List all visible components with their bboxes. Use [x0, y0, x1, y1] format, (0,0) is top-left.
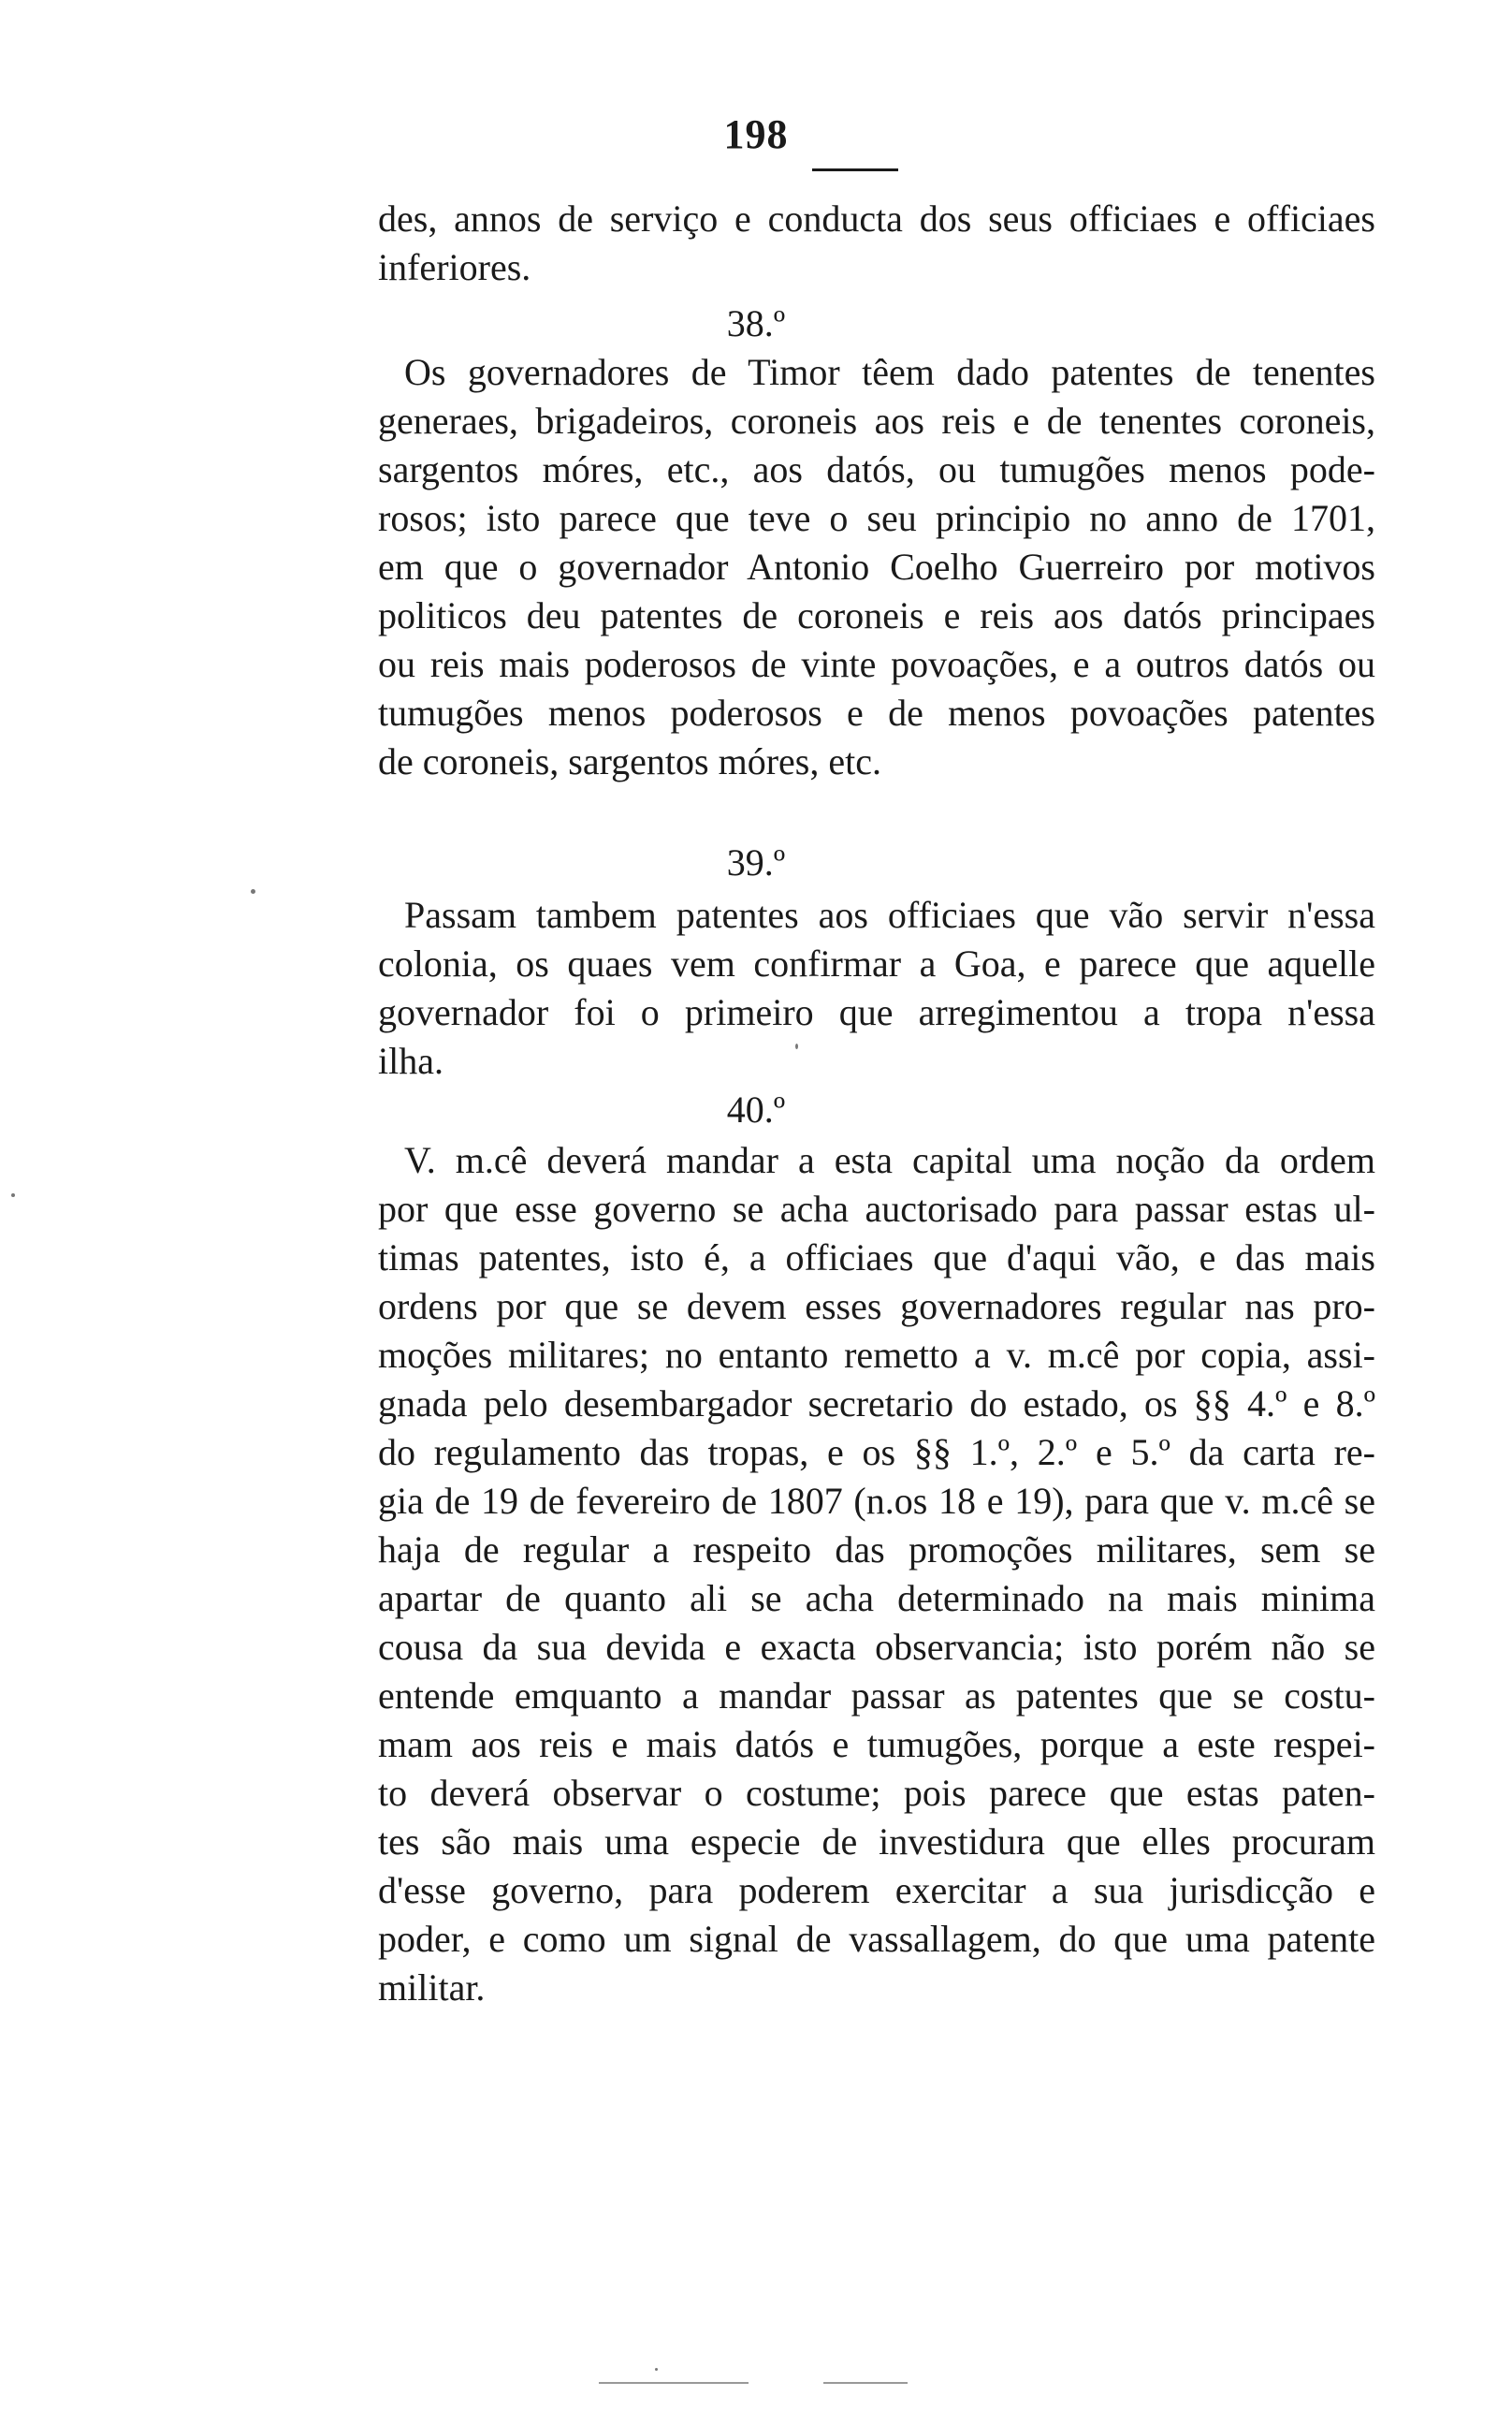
scan-speck: [795, 1044, 798, 1049]
text-line: gia de 19 de fevereiro de 1807 (n.os 18 e 19), para que v. m.cê se: [378, 1480, 1375, 1522]
intro-paragraph: [378, 195, 1375, 292]
text-line: poder, e como um signal de vassallagem, do que uma patente: [378, 1918, 1375, 1960]
text-line: moções militares; no entanto remetto a v. m.cê por copia, assi-: [378, 1334, 1375, 1376]
article-number-40: 40.º: [726, 1089, 786, 1131]
text-line: militar.: [378, 1966, 486, 2009]
scan-speck: [11, 1193, 15, 1197]
text-line: inferiores.: [378, 246, 531, 288]
scan-noise: [599, 2382, 749, 2384]
text-line: ou reis mais poderosos de vinte povoações, e a outros datós ou: [378, 643, 1375, 685]
page-number-rule: [812, 168, 898, 171]
text-line: ordens por que se devem esses governadores regular nas pro-: [378, 1285, 1375, 1327]
scan-noise: [823, 2382, 908, 2384]
text-line: apartar de quanto ali se acha determinado na mais minima: [378, 1577, 1375, 1619]
text-line: colonia, os quaes vem confirmar a Goa, e parece que aquelle: [378, 942, 1375, 985]
text-line: tumugões menos poderosos e de menos povoações patentes: [378, 692, 1375, 734]
article-38-paragraph: [378, 348, 1375, 786]
text-line: por que esse governo se acha auctorisado para passar estas ul-: [378, 1188, 1375, 1230]
text-line: haja de regular a respeito das promoções militares, sem se: [378, 1528, 1375, 1571]
page-number: 198: [723, 111, 789, 157]
text-line: to deverá observar o costume; pois parece que estas paten-: [378, 1772, 1375, 1814]
article-40-paragraph: [378, 1136, 1375, 2012]
text-line: entende emquanto a mandar passar as patentes que se costu-: [378, 1674, 1375, 1717]
text-line: ilha.: [378, 1040, 443, 1082]
text-line: gnada pelo desembargador secretario do estado, os §§ 4.º e 8.º: [378, 1382, 1375, 1425]
text-line: politicos deu patentes de coroneis e reis aos datós principaes: [378, 594, 1375, 636]
text-line: timas patentes, isto é, a officiaes que d'aqui vão, e das mais: [378, 1236, 1375, 1279]
text-line: Passam tambem patentes aos officiaes que vão servir n'essa: [404, 894, 1375, 936]
article-number-38: 38.º: [726, 302, 786, 344]
text-line: do regulamento das tropas, e os §§ 1.º, 2.º e 5.º da carta re-: [378, 1431, 1375, 1473]
text-line: sargentos móres, etc., aos datós, ou tumugões menos pode-: [378, 448, 1375, 490]
text-line: governador foi o primeiro que arregimentou a tropa n'essa: [378, 991, 1375, 1033]
text-line: des, annos de serviço e conducta dos seus officiaes e officiaes: [378, 197, 1375, 240]
scan-speck: [655, 2368, 658, 2371]
article-number-39: 39.º: [726, 841, 786, 884]
text-line: de coroneis, sargentos móres, etc.: [378, 740, 881, 782]
text-line: Os governadores de Timor têem dado patentes de tenentes: [404, 351, 1375, 393]
article-39-paragraph: [378, 891, 1375, 1086]
text-line: d'esse governo, para poderem exercitar a sua jurisdicção e: [378, 1869, 1375, 1911]
text-line: rosos; isto parece que teve o seu principio no anno de 1701,: [378, 497, 1375, 539]
scan-speck: [251, 889, 255, 894]
text-line: V. m.cê deverá mandar a esta capital uma noção da ordem: [404, 1139, 1375, 1181]
text-line: cousa da sua devida e exacta observancia; isto porém não se: [378, 1626, 1375, 1668]
text-line: em que o governador Antonio Coelho Guerreiro por motivos: [378, 546, 1375, 588]
text-line: mam aos reis e mais datós e tumugões, porque a este respei-: [378, 1723, 1375, 1765]
text-line: generaes, brigadeiros, coroneis aos reis e de tenentes coroneis,: [378, 400, 1375, 442]
text-line: tes são mais uma especie de investidura que elles procuram: [378, 1820, 1375, 1863]
